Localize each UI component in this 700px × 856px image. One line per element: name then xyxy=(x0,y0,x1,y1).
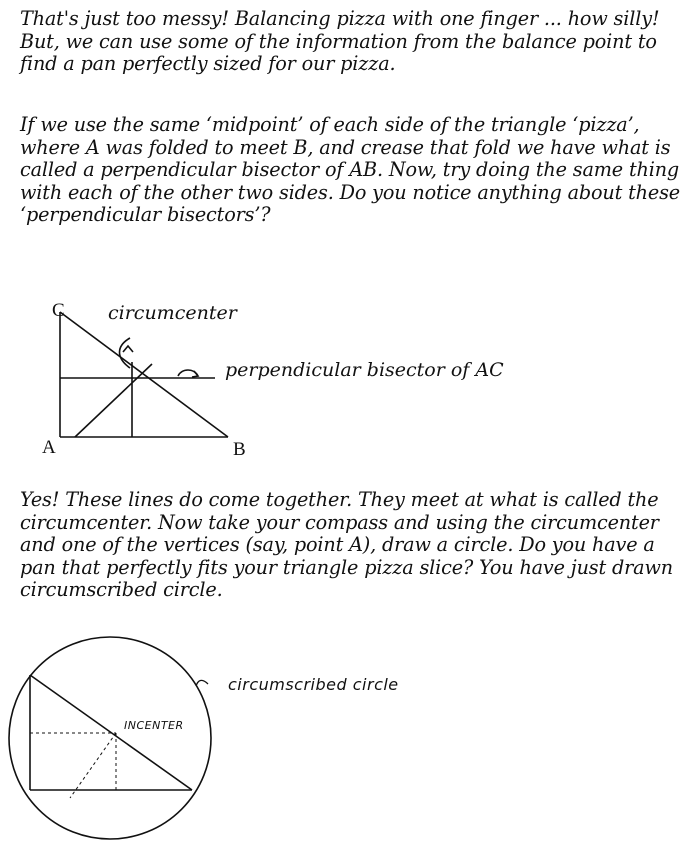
circumscribed-circle-diagram xyxy=(0,630,470,852)
figure-triangle-bisectors xyxy=(30,290,590,465)
label-perpendicular-bisector-ac: perpendicular bisector of AC xyxy=(225,359,504,381)
angle-mark xyxy=(123,346,133,352)
vertex-label-c: C xyxy=(52,300,65,321)
label-circumscribed-circle: circumscribed circle xyxy=(228,675,399,694)
side-bc xyxy=(60,312,228,437)
paragraph-circumcenter: Yes! These lines do come together. They meet at what is called the circumcenter. Now take your compass and using the circumcenter and one of the vertices (say, point A), draw a circle. Do you have a pan that perfectly fits your triangle pizza slice? You have just drawn circumscribed circle. xyxy=(20,488,673,601)
label-circumcenter: circumcenter xyxy=(108,302,237,324)
bisector-dashed-diagonal xyxy=(70,733,116,798)
label-center-point: INCENTER xyxy=(124,719,184,732)
paragraph-perpendicular-bisector: If we use the same ‘midpoint’ of each side of the triangle ‘pizza’, where A was folded to meet B, and crease that fold we have what is called a perpendicular bisector of AB. Now, try doing the same thing with each of the other two sides. Do you notice anything about these ‘perpendicular bisectors’? xyxy=(20,113,680,226)
perpendicular-bisector-bc xyxy=(75,364,152,437)
triangle-bisectors-diagram xyxy=(30,290,590,465)
arrow-head xyxy=(192,371,198,377)
label-pointer-arrow xyxy=(196,680,208,686)
circumscribed-circle xyxy=(9,637,211,839)
vertex-label-a: A xyxy=(42,437,56,458)
paragraph-intro: That's just too messy! Balancing pizza with one finger ... how silly! But, we can use some of the information from the balance point to find a pan perfectly sized for our pizza. xyxy=(20,7,660,75)
figure-circumscribed-circle xyxy=(0,630,470,852)
vertex-label-b: B xyxy=(233,439,246,460)
